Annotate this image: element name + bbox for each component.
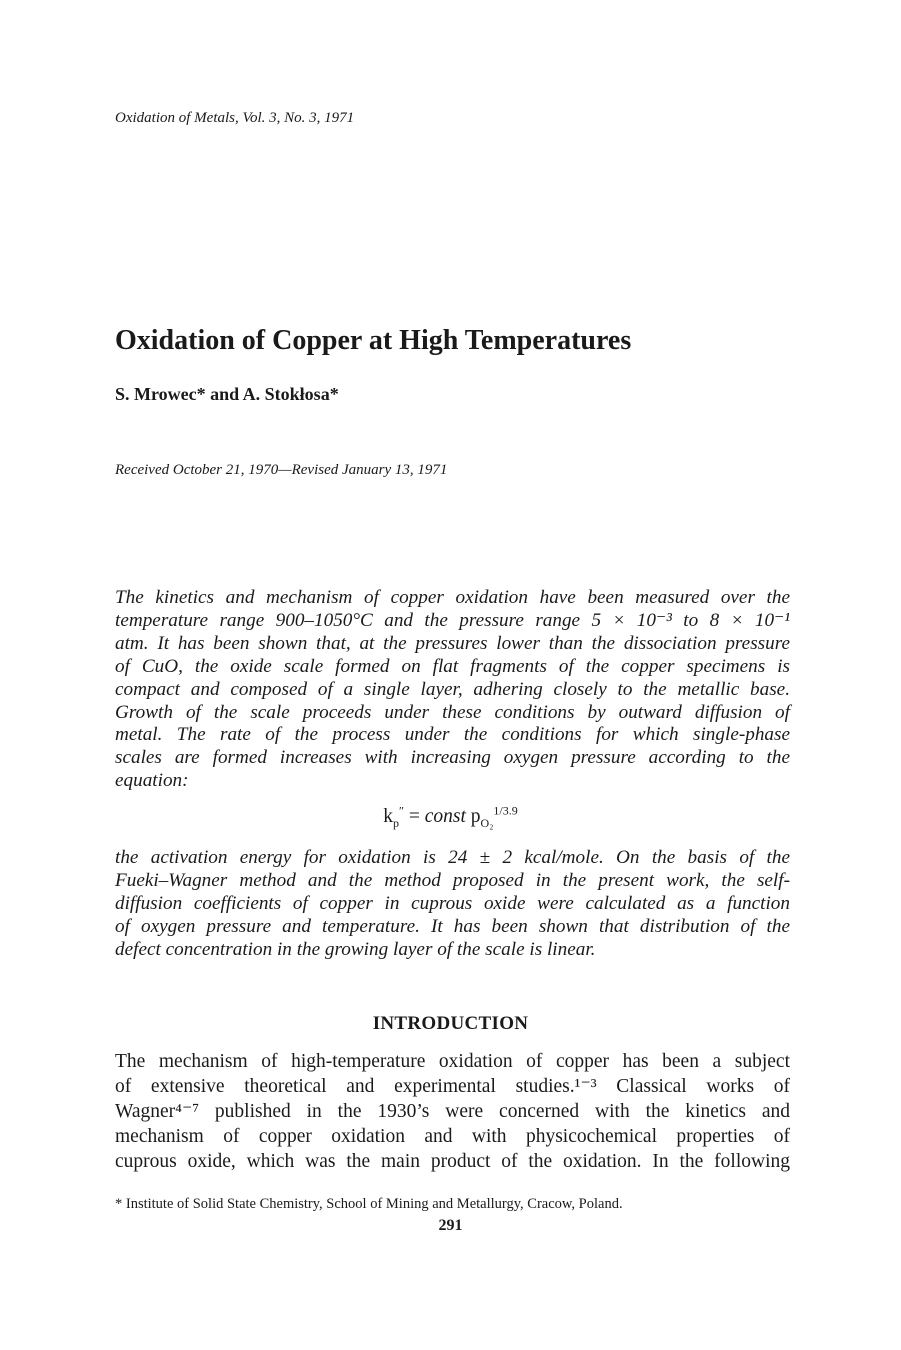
abstract-line: temperature range 900–1050°C and the pressure range 5 × 10⁻³ to 8 × 10⁻¹ [115,609,790,631]
abstract-line: defect concentration in the growing layer of the scale is linear. [115,938,596,960]
equation-lhs: k [383,806,393,827]
section-heading-introduction: INTRODUCTION [372,1013,529,1034]
equation-lhs-sup: ″ [399,803,404,818]
abstract-line: of CuO, the oxide scale formed on flat fragments of the copper specimens is [115,655,790,677]
introduction-paragraph [115,1050,790,1175]
equation-p: p [465,806,481,827]
authors: S. Mrowec* and A. Stokłosa* [115,384,339,404]
intro-line: mechanism of copper oxidation and with physicochemical properties of [115,1125,790,1147]
abstract-line: The kinetics and mechanism of copper oxidation have been measured over the [115,587,790,608]
abstract-line: equation: [115,770,189,792]
page-number: 291 [438,1217,463,1234]
equation-lhs-sub: p [393,815,399,830]
intro-line: of extensive theoretical and experimental studies.¹⁻³ Classical works of [115,1075,790,1097]
rate-equation [0,803,901,831]
received-date: Received October 21, 1970—Revised January 13, 1971 [115,462,448,478]
abstract-line: the activation energy for oxidation is 24 ± 2 kcal/mole. On the basis of the [115,847,790,868]
equation-p-sup: 1/3.9 [493,803,518,818]
abstract-part-1 [115,587,790,793]
equation-p-sub: O₂ [480,815,494,830]
paper-title: Oxidation of Copper at High Temperatures [115,325,632,356]
equation-const: const [424,806,466,827]
abstract-line: scales are formed increases with increasing oxygen pressure according to the [115,747,790,769]
abstract-line: of oxygen pressure and temperature. It has been shown that distribution of the [115,915,790,937]
intro-line: Wagner⁴⁻⁷ published in the 1930’s were concerned with the kinetics and [115,1100,790,1122]
abstract-line: Growth of the scale proceeds under these conditions by outward diffusion of [115,701,790,723]
abstract-line: atm. It has been shown that, at the pressures lower than the dissociation pressure [115,632,790,654]
abstract-part-2 [115,847,790,962]
equation-equals: = [404,806,425,827]
abstract-line: compact and composed of a single layer, adhering closely to the metallic base. [115,678,790,700]
intro-line: cuprous oxide, which was the main product of the oxidation. In the following [115,1150,790,1172]
abstract-line: metal. The rate of the process under the conditions for which single-phase [115,724,790,746]
abstract-line: Fueki–Wagner method and the method proposed in the present work, the self- [115,869,790,891]
journal-citation: Oxidation of Metals, Vol. 3, No. 3, 1971 [115,110,355,126]
intro-line: The mechanism of high-temperature oxidation of copper has been a subject [115,1051,790,1072]
affiliation-footnote: * Institute of Solid State Chemistry, School of Mining and Metallurgy, Cracow, Poland. [115,1196,623,1212]
abstract-line: diffusion coefficients of copper in cuprous oxide were calculated as a function [115,892,790,914]
